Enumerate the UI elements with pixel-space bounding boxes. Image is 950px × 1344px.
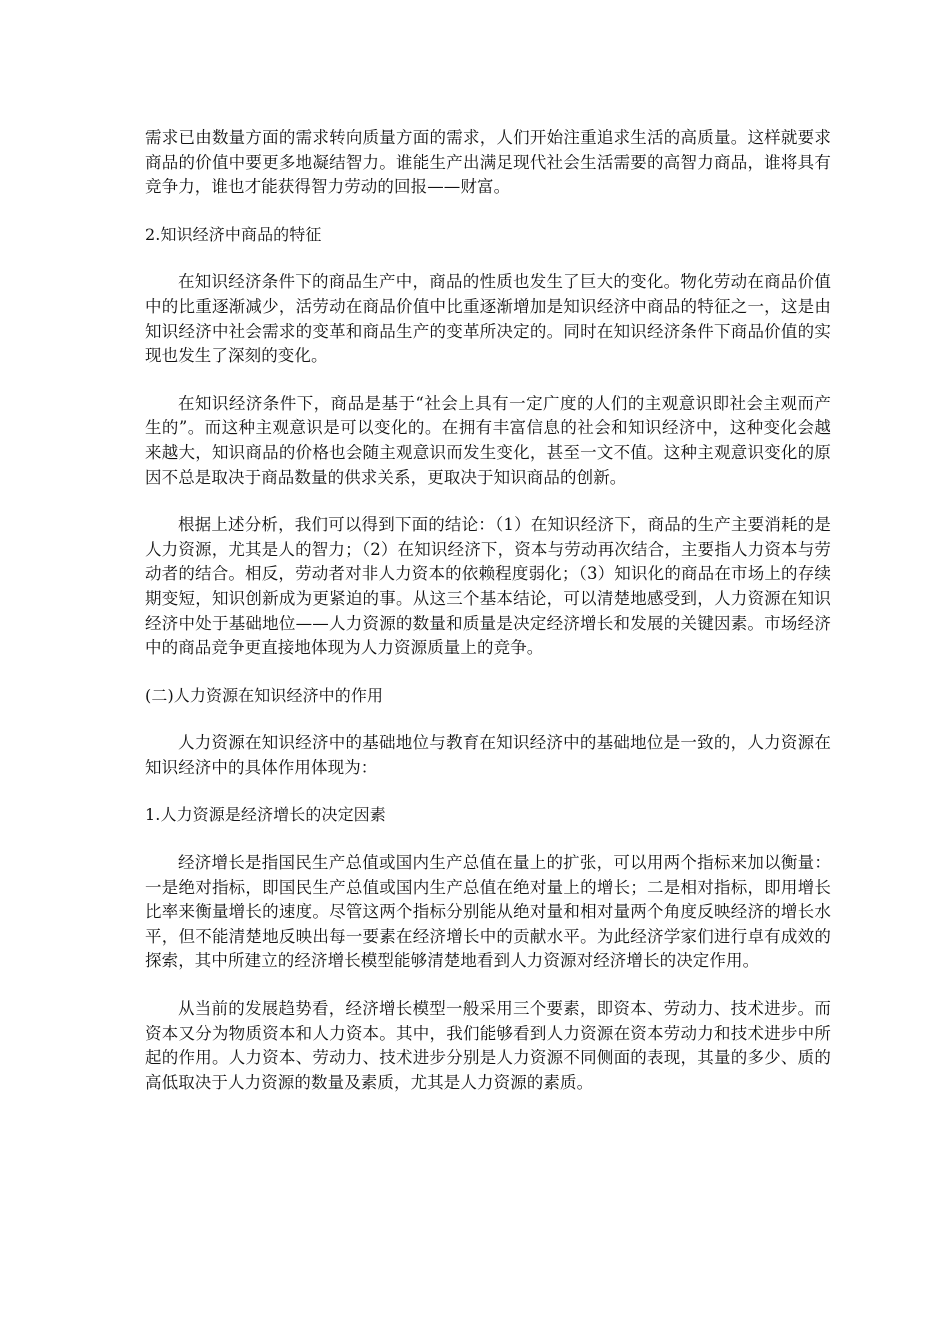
heading-commodity-features: 2.知识经济中商品的特征 — [145, 224, 322, 244]
paragraph-conclusions: 根据上述分析，我们可以得到下面的结论：（1）在知识经济下，商品的生产主要消耗的是人力资源，尤其是人的智力；（2）在知识经济下，资本与劳动再次结合，主要指人力资本与劳动者的结合。相反，劳动者对非人力资本的依赖程度弱化；（3）知识化的商品在市场上的存续期变短，知识创新成为更紧迫的事。从这三个基本结论，可以清楚地感受到，人力资源在知识经济中处于基础地位——人力资源的数量和质量是决定经济增长和发展的关键因素。市场经济中的商品竞争更直接地体现为人力资源质量上的竞争。 — [145, 515, 831, 658]
paragraph-commodity-nature: 在知识经济条件下的商品生产中，商品的性质也发生了巨大的变化。物化劳动在商品价值中的比重逐渐减少，活劳动在商品价值中比重逐渐增加是知识经济中商品的特征之一，这是由知识经济中社会需求的变革和商品生产的变革所决定的。同时在知识经济条件下商品价值的实现也发生了深刻的变化。 — [145, 272, 831, 366]
document-page — [145, 126, 831, 1118]
heading-growth-factor: 1.人力资源是经济增长的决定因素 — [145, 805, 386, 825]
paragraph-hr-foundation: 人力资源在知识经济中的基础地位与教育在知识经济中的基础地位是一致的，人力资源在知识经济中的具体作用体现为： — [145, 733, 831, 777]
paragraph-growth-model: 从当前的发展趋势看，经济增长模型一般采用三个要素，即资本、劳动力、技术进步。而资本又分为物质资本和人力资本。其中，我们能够看到人力资源在资本劳动力和技术进步中所起的作用。人力资本、劳动力、技术进步分别是人力资源不同侧面的表现，其量的多少、质的高低取决于人力资源的数量及素质，尤其是人力资源的素质。 — [145, 999, 831, 1092]
paragraph-intro: 需求已由数量方面的需求转向质量方面的需求，人们开始注重追求生活的高质量。这样就要求商品的价值中要更多地凝结智力。谁能生产出满足现代社会生活需要的高智力商品，谁将具有竞争力，谁也才能获得智力劳动的回报——财富。 — [145, 128, 831, 197]
paragraph-subjective-consciousness: 在知识经济条件下，商品是基于“社会上具有一定广度的人们的主观意识即社会主观而产生的”。而这种主观意识是可以变化的。在拥有丰富信息的社会和知识经济中，这种变化会越来越大，知识商品的价格也会随主观意识而发生变化，甚至一文不值。这种主观意识变化的原因不总是取决于商品数量的供求关系，更取决于知识商品的创新。 — [145, 393, 831, 487]
paragraph-economic-growth: 经济增长是指国民生产总值或国内生产总值在量上的扩张，可以用两个指标来加以衡量：一是绝对指标，即国民生产总值或国内生产总值在绝对量上的增长；二是相对指标，即用增长比率来衡量增长的速度。尽管这两个指标分别能从绝对量和相对量两个角度反映经济的增长水平，但不能清楚地反映出每一要素在经济增长中的贡献水平。为此经济学家们进行卓有成效的探索，其中所建立的经济增长模型能够清楚地看到人力资源对经济增长的决定作用。 — [145, 853, 831, 971]
heading-hr-role: (二)人力资源在知识经济中的作用 — [145, 685, 384, 705]
